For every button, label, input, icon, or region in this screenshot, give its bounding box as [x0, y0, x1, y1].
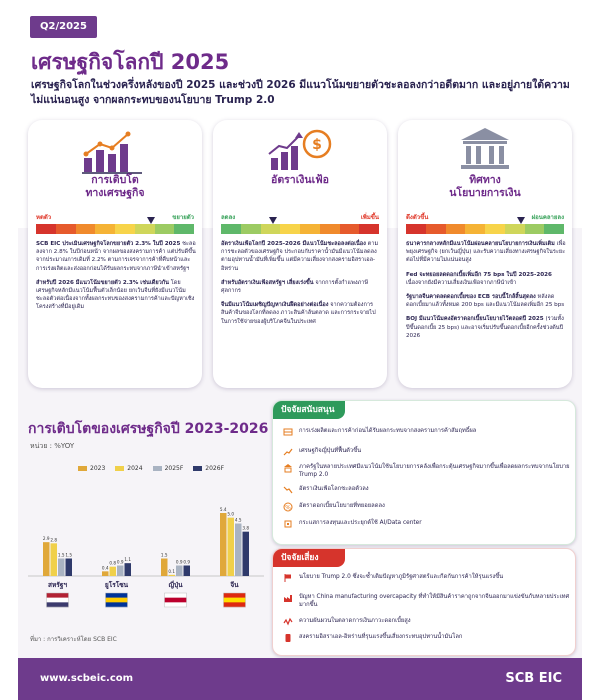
support-item: การเร่งผลิตและการค้าก่อนได้รับผลกระทบจากสงครามการค้าสัมฤทธิ์ผล: [283, 427, 573, 437]
chart-bar: [169, 575, 176, 576]
chart-data-label: 0.8: [109, 560, 117, 566]
country-flag-icon: [47, 593, 69, 607]
svg-text:%: %: [285, 504, 291, 512]
scale-marker: [147, 217, 155, 224]
support-item: ภาครัฐในหลายประเทศมีแนวโน้มใช้นโยบายการคลังเพื่อกระตุ้นเศรษฐกิจมากขึ้นเพื่อลดผลกระทบจากนโยบาย Trump 2.0: [283, 463, 573, 479]
interest-rate-icon: [283, 502, 293, 512]
card-paragraph: BOJ มีแนวโน้มคงอัตราดอกเบี้ยนโยบายไว้ตลอดปี 2025 (รวมทั้งปีขึ้นดอกเบี้ย 25 bps) และอาจเริ่มปรับขึ้นดอกเบี้ยอีกครั้งช่วงต้นปี 2026: [406, 316, 564, 339]
scale-bar: [406, 224, 564, 234]
chart-category-label: ยูโรโซน: [104, 581, 129, 589]
chart-data-label: 5.4: [219, 507, 227, 512]
country-flag-icon: [106, 593, 128, 607]
trade-box-icon: [283, 427, 293, 437]
legend-swatch: [153, 466, 162, 471]
ai-chip-icon: [283, 519, 293, 529]
chart-data-label: 3.8: [242, 525, 250, 531]
risk-item: ความผันผวนในตลาดการเงินภาวะดอกเบี้ยสูง: [283, 617, 573, 627]
chart-data-label: 0.4: [101, 565, 109, 571]
legend-item: 2023: [78, 465, 105, 472]
card-monetary-policy: [398, 120, 572, 388]
legend-swatch: [193, 466, 202, 471]
chart-category-label: สหรัฐฯ: [48, 581, 67, 589]
chart-bar: [176, 566, 183, 577]
chart-data-label: 4.5: [234, 517, 242, 523]
scale-bar: [221, 224, 379, 234]
svg-text:$: $: [312, 137, 322, 153]
card-body: [221, 240, 381, 332]
legend-swatch: [115, 466, 124, 471]
chart-data-label: 2.8: [50, 537, 58, 543]
chart-category-label: จีน: [230, 581, 239, 589]
support-item: % อัตราดอกเบี้ยนโยบายที่ทยอยลดลง: [283, 502, 573, 512]
scb-eic-logo: SCB EIC: [505, 671, 562, 686]
oil-barrel-icon: [283, 633, 293, 643]
card-title: การเติบโต ทางเศรษฐกิจ: [85, 174, 145, 199]
chart-data-label: 1.5: [65, 552, 73, 558]
factory-icon: [283, 593, 293, 603]
chart-bar: [184, 566, 191, 577]
risk-item: นโยบาย Trump 2.0 ซึ่งจะซ้ำเติมปัญหาภูมิรัฐศาสตร์และกีดกันการค้าให้รุนแรงขึ้น: [283, 573, 573, 583]
card-head: [213, 120, 387, 220]
chart-data-label: 0.9: [175, 559, 183, 565]
card-paragraph: รัฐบาลจีนคาดลดดอกเบี้ยของ ECB รอบนี้ใกล้สิ้นสุดลง หลังลดดอกเบี้ยมาแล้วทั้งหมด 200 bps และมีแนวโน้มลดเพิ่มอีก 25 bps: [406, 294, 565, 309]
card-body: [406, 240, 566, 346]
card-title: อัตราเงินเฟ้อ: [271, 174, 329, 186]
country-flag-icon: [224, 593, 246, 607]
risk-item: ปัญหา China manufacturing overcapacity ที่ทำให้มีสินค้าราคาถูกจากจีนออกมาแข่งขันกับหลายประเทศมากขึ้น: [283, 593, 573, 609]
scale-right-label: เพิ่มขึ้น: [360, 214, 379, 221]
chart-category-label: ญี่ปุ่น: [168, 581, 183, 589]
coin-arrow-icon: [265, 124, 335, 174]
scale-left-label: หดตัว: [36, 214, 52, 221]
chart-bar: [117, 566, 124, 577]
chart-bar: [66, 559, 73, 577]
card-head: [398, 120, 572, 220]
chart-bar: [235, 524, 242, 577]
chart-bar: [243, 532, 250, 576]
support-factors-panel: [272, 400, 576, 545]
support-item: อัตราเงินเฟ้อโลกชะลอตัวลง: [283, 485, 573, 495]
card-paragraph: อัตราเงินเฟ้อโลกปี 2025-2026 มีแนวโน้มชะลอลงต่อเนื่อง ตามการชะลอตัวของเศรษฐกิจ ประกอบกับราคาน้ำมันมีแนวโน้มลดลงตามอุปทานน้ำมันที่เพิ่มขึ้น แต่มีความเสี่ยงจากสงครามอิสราเอล-อิหร่าน: [221, 241, 379, 272]
scale-right-label: ขยายตัว: [172, 214, 194, 221]
country-flag-icon: [165, 593, 187, 607]
scale-marker: [517, 217, 525, 224]
scale-marker: [269, 217, 277, 224]
chart-data-label: 5.0: [227, 511, 235, 517]
chart-data-label: 1.5: [160, 552, 168, 558]
card-paragraph: SCB EIC ประเมินเศรษฐกิจโลกขยายตัว 2.3% ในปี 2025 ชะลอลงจาก 2.8% ในปีก่อนหน้า จากผลของสงครามการค้า แต่ปรับดีขึ้นจากประมาณการเดิมที่ 2.2% ตามการเจรจาการค้าที่คืบหน้าและการเร่งผลิตและส่งออกก่อนได้รับผลกระทบจากภาษีนำเข้าสหรัฐฯ: [36, 241, 196, 272]
chart-bar: [43, 542, 50, 576]
growth-bar-chart: [28, 480, 264, 630]
footer-bar: [18, 658, 582, 700]
chart-data-label: 1.1: [124, 557, 132, 563]
scale-labels: [406, 212, 564, 222]
card-paragraph: สำหรับอัตราเงินเฟ้อสหรัฐฯ เสี่ยงเร่งขึ้น จากการตั้งกำแพงภาษีศุลกากร: [221, 279, 369, 295]
chart-data-label: 1.5: [57, 552, 65, 558]
inflation-down-icon: [283, 485, 293, 495]
legend-swatch: [78, 466, 87, 471]
chart-bar: [125, 563, 132, 576]
growth-chart-icon: [80, 126, 150, 176]
chart-bar: [110, 567, 117, 576]
chart-legend: [78, 465, 224, 472]
chart-data-label: 0.9: [183, 559, 191, 565]
card-inflation: [213, 120, 387, 388]
infographic-page: [18, 8, 582, 700]
chart-bar: [51, 543, 58, 576]
footer-url[interactable]: www.scbeic.com: [40, 673, 134, 684]
chart-bar: [58, 559, 65, 577]
bank-building-icon: [455, 124, 515, 174]
chart-bar: [228, 518, 235, 576]
legend-item: 2024: [115, 465, 142, 472]
government-icon: [283, 463, 293, 473]
chart-source: ที่มา : การวิเคราะห์โดย SCB EIC: [30, 636, 117, 643]
card-paragraph: จีนมีแนวโน้มเผชิญปัญหาเงินฝืดอย่างต่อเนื่อง จากความต้องการสินค้าจีนของโลกที่ลดลง ภาวะสินค้าล้นตลาด และการกระจายไปในการใช้จ่ายของผู้บริโภคจีนในประเทศ: [221, 302, 376, 325]
support-panel-title: ปัจจัยสนับสนุน: [273, 401, 345, 419]
chart-data-label: 2.9: [42, 536, 50, 542]
flag-icon: [283, 573, 293, 583]
card-paragraph: Fed จะทยอยลดดอกเบี้ยเพิ่มอีก 75 bps ในปี 2025-2026 เนื่องจากยังมีความเสี่ยงเงินเฟ้อจากภาษีนำเข้า: [406, 271, 552, 286]
card-body: [36, 240, 196, 318]
chart-bar: [102, 571, 109, 576]
growth-chart-title: การเติบโตของเศรษฐกิจปี 2023-2026: [28, 421, 269, 437]
risk-item: สงครามอิสราเอล-อิหร่านที่รุนแรงขึ้นเสี่ยงกระทบอุปทานน้ำมันโลก: [283, 633, 573, 643]
chart-data-label: 0.1: [168, 568, 176, 574]
quarter-tag: Q2/2025: [30, 16, 97, 38]
chart-bar: [220, 513, 227, 576]
card-economic-growth: [28, 120, 202, 388]
volatility-icon: [283, 617, 293, 627]
scale-labels: [36, 212, 194, 222]
growth-chart-unit: หน่วย : %YOY: [30, 442, 75, 450]
chart-bar: [161, 559, 168, 577]
scale-bar: [36, 224, 194, 234]
scale-left-label: ลดลง: [221, 214, 236, 221]
risk-panel-title: ปัจจัยเสี่ยง: [273, 549, 345, 567]
support-item: กระแสการลงทุนและประยุกต์ใช้ AI/Data center: [283, 519, 573, 529]
scale-labels: [221, 212, 379, 222]
card-paragraph: สำหรับปี 2026 มีแนวโน้มขยายตัว 2.3% เช่นเดียวกัน โดยเศรษฐกิจหลักมีแนวโน้มฟื้นตัวเล็กน้อย ยกเว้นจีนที่ยังมีแนวโน้มชะลอตัวต่อเนื่องจากทั้งผลกระทบของสงครามการค้าและปัญหาเชิงโครงสร้างที่มีอยู่เดิม: [36, 279, 195, 311]
scale-right-label: ผ่อนคลายลง: [531, 214, 564, 221]
risk-factors-panel: [272, 548, 576, 656]
page-title: เศรษฐกิจโลกปี 2025: [31, 50, 230, 74]
legend-item: 2025F: [153, 465, 184, 472]
card-paragraph: ธนาคารกลางหลักมีแนวโน้มผ่อนคลายนโยบายการเงินเพิ่มเติม เพื่อพยุงเศรษฐกิจ (ยกเว้นญี่ปุ่น) และรับความเสี่ยงทางเศรษฐกิจในระยะต่อไปที่มีความไม่แน่นอนสูง: [406, 241, 566, 264]
chart-up-icon: [283, 447, 293, 457]
card-title: ทิศทาง นโยบายการเงิน: [449, 174, 521, 199]
page-subtitle: เศรษฐกิจโลกในช่วงครึ่งหลังของปี 2025 และช่วงปี 2026 มีแนวโน้มขยายตัวชะลอลงกว่าอดีตมาก และอยู่ภายใต้ความไม่แน่นอนสูง จากผลกระทบของนโยบาย Trump 2.0: [31, 79, 570, 106]
support-item: เศรษฐกิจญี่ปุ่นที่ฟื้นตัวขึ้น: [283, 447, 573, 457]
scale-left-label: ตึงตัวขึ้น: [406, 214, 429, 221]
legend-item: 2026F: [193, 465, 224, 472]
chart-data-label: 0.9: [116, 559, 124, 565]
card-head: [28, 120, 202, 220]
